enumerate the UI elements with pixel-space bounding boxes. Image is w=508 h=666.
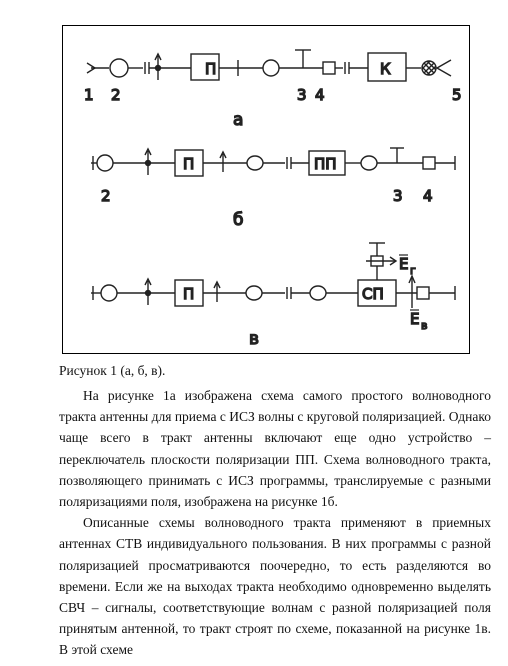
scheme-b-label-p: П [183, 155, 195, 173]
scheme-a-label-p: П [205, 60, 217, 78]
scheme-b-number-4: 4 [423, 187, 433, 205]
scheme-c-letter: в [249, 329, 260, 349]
scheme-b-label-pp: ПП [314, 155, 337, 173]
scheme-b [91, 148, 455, 176]
scheme-a-number-4: 4 [315, 86, 325, 104]
scheme-c-label-eg-sub: г [410, 264, 416, 277]
scheme-c-label-eg: E [399, 255, 409, 273]
paragraph-1: На рисунке 1а изображена схема самого простого волноводного тракта антенны для приема с ИСЗ волны с круговой поляризацией. Однако чаще всего в тракт антенны включают еще одно устройство – переключатель плоскости поляризации ПП. Схема волноводного тракта, позволяющего принимать с ИСЗ программы, транслируемые с разными поляризациями поля, изображена на рисунке 1б. [59, 388, 491, 510]
scheme-a-number-5: 5 [452, 86, 462, 104]
scheme-a-element-1 [110, 59, 128, 77]
scheme-a-number-2: 2 [111, 86, 121, 104]
scheme-a-number-1: 1 [84, 86, 94, 104]
scheme-c-label-ev: E [410, 310, 420, 328]
scheme-a-number-3: 3 [297, 86, 307, 104]
scheme-a-letter: а [233, 110, 244, 130]
waveguide-schemes-figure [63, 26, 469, 353]
figure-frame [62, 25, 470, 354]
scheme-a-element-4 [323, 62, 335, 74]
scheme-a [87, 50, 451, 81]
body-text [59, 385, 491, 661]
scheme-c [91, 243, 455, 308]
scheme-a-label-k: К [380, 60, 391, 78]
scheme-c-label-sp: СП [362, 285, 384, 303]
scheme-c-label-ev-sub: в [421, 319, 428, 332]
scheme-c-label-p: П [183, 285, 195, 303]
scheme-b-letter: б [233, 210, 244, 230]
figure-caption: Рисунок 1 (а, б, в). [59, 363, 166, 378]
paragraph-2: Описанные схемы волноводного тракта применяют в приемных антеннах СТВ индивидуального пользования. В них программы с разной поляризацией просматриваются поочередно, то есть разделяются во времени. Если же на выходах тракта необходимо одновременно выделять СВЧ – сигналы, соответствующие волнам с разной поляризацией поля принятым антенной, то тракт строят по схеме, показанной на рисунке 1в. В этой схеме [59, 515, 491, 658]
scheme-b-number-2: 2 [101, 187, 111, 205]
scheme-b-number-3: 3 [393, 187, 403, 205]
